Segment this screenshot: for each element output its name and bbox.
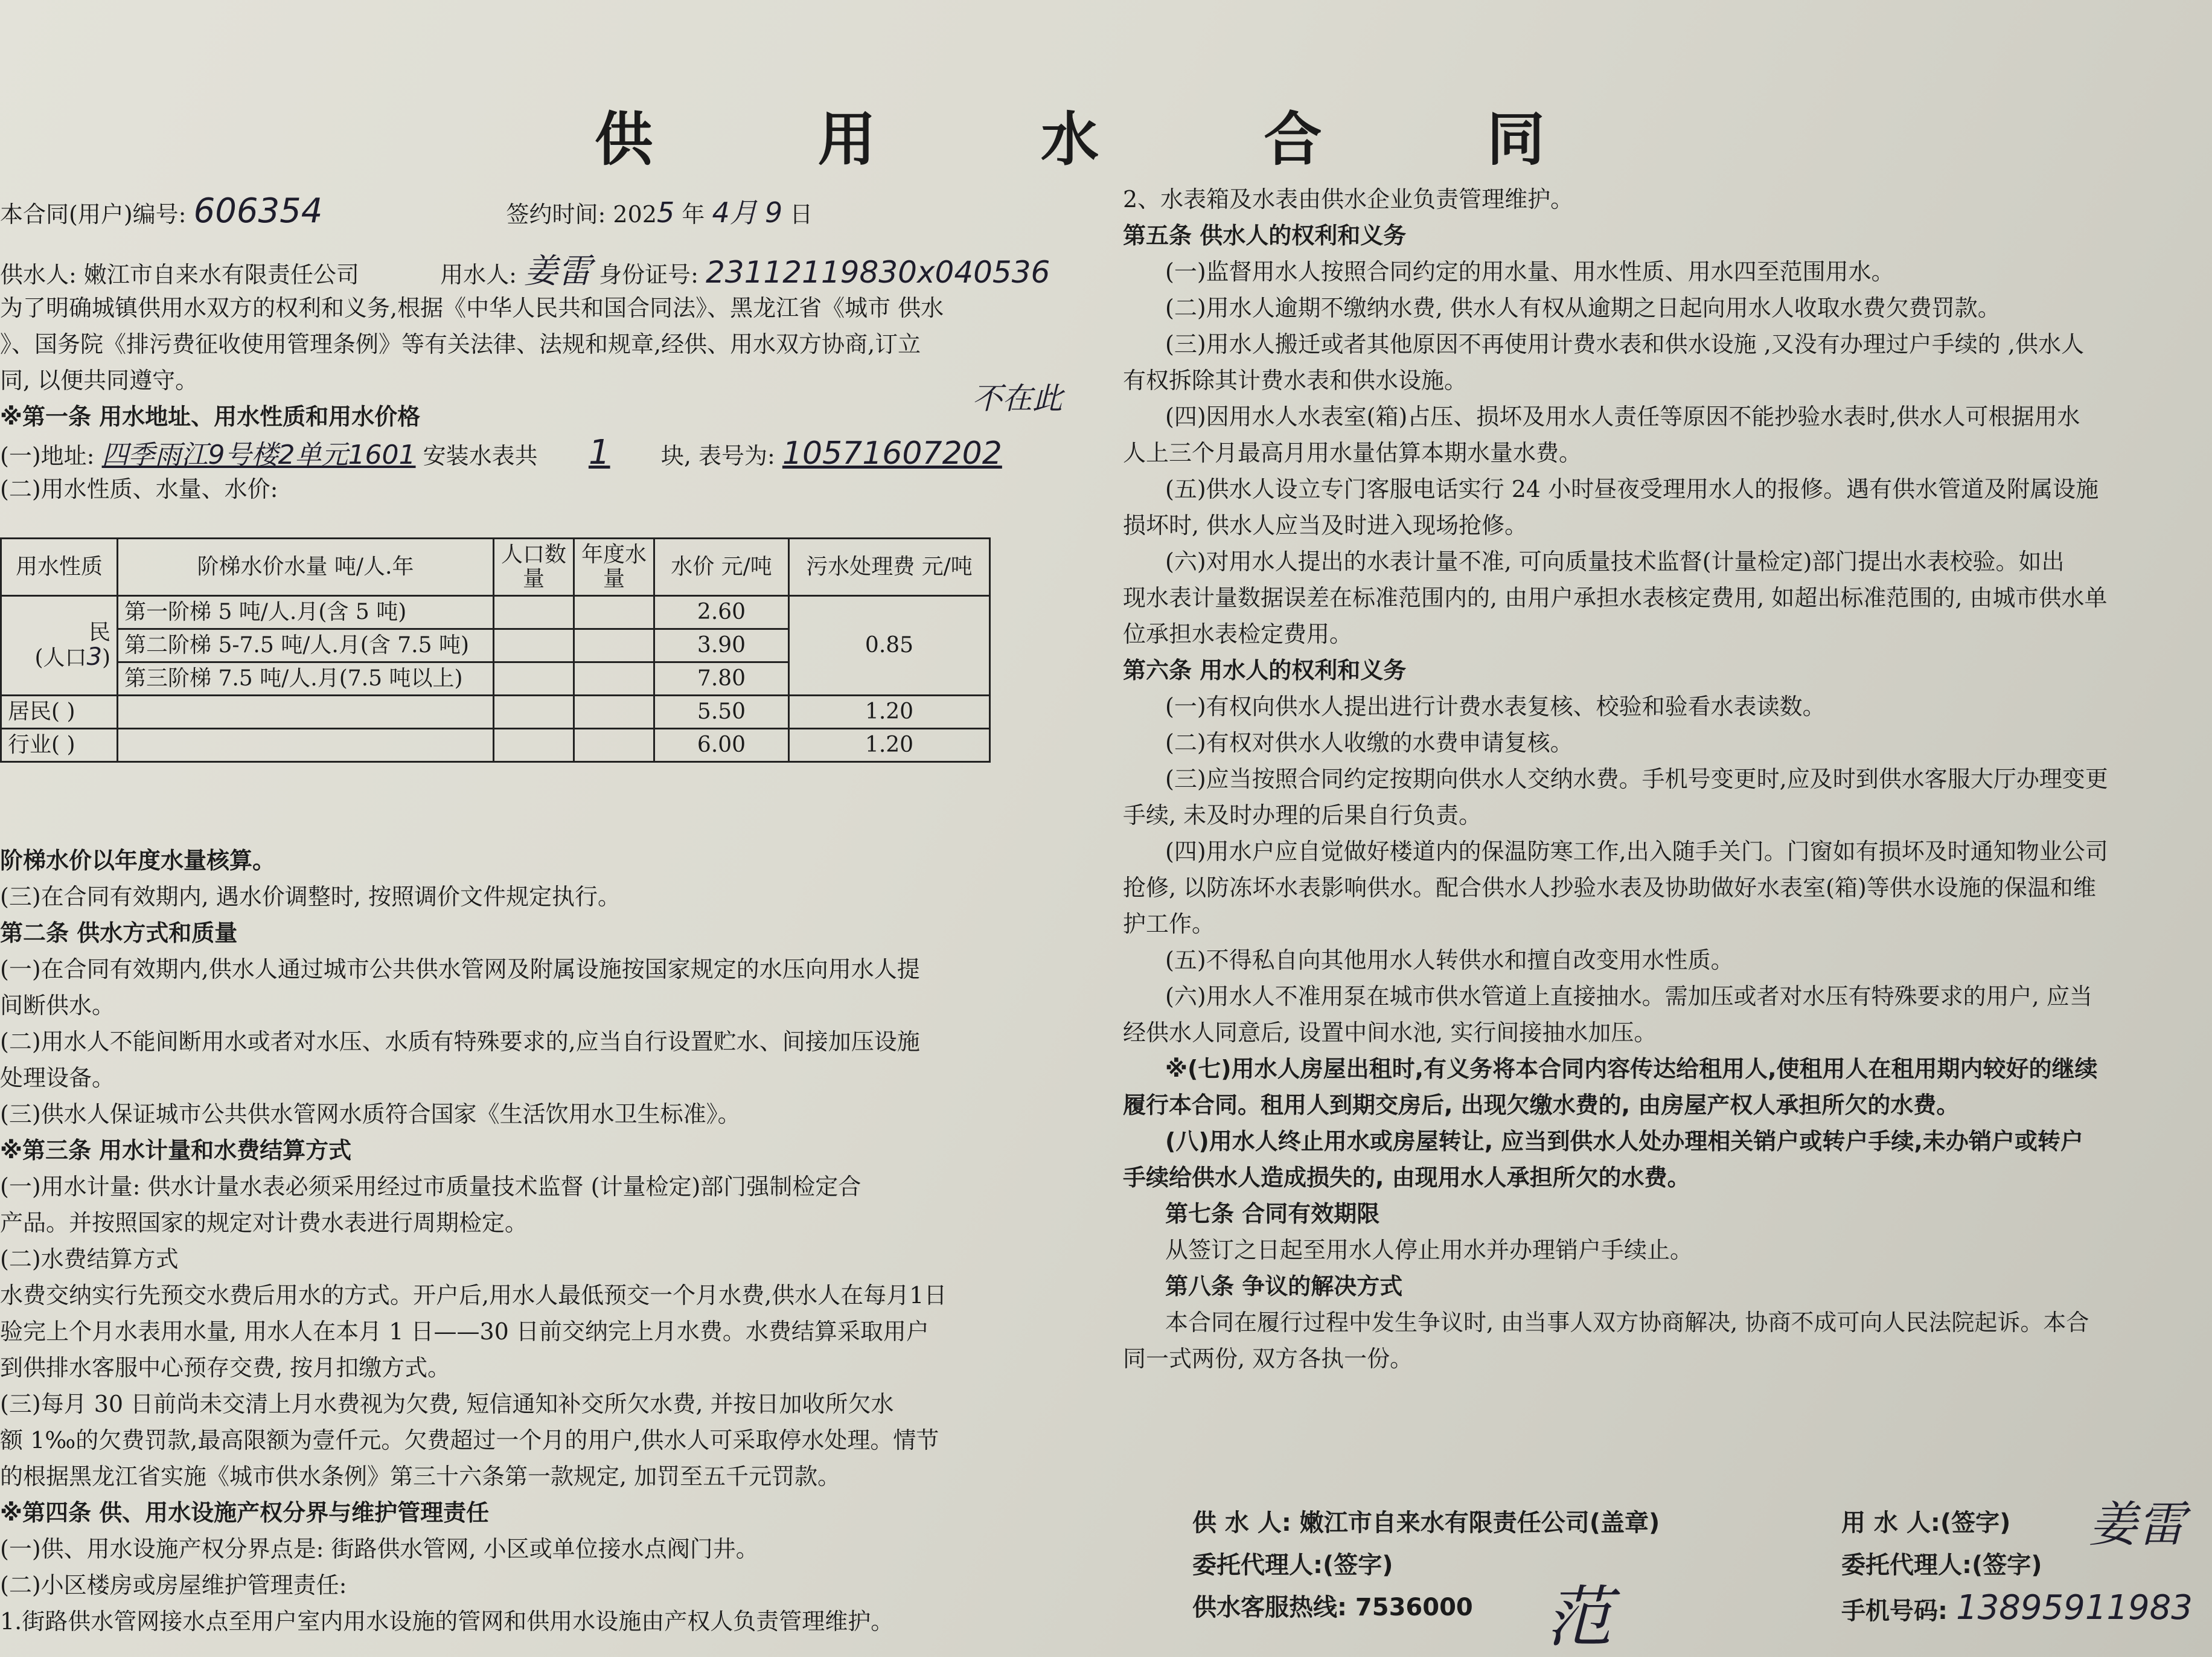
table-row bbox=[1, 729, 990, 762]
right-text-line: 履行本合同。租用人到期交房后, 出现欠缴水费的, 由房屋产权人承担所欠的水费。 bbox=[1123, 1092, 1960, 1118]
supplier-agent-line: 委托代理人:(签字) bbox=[1192, 1551, 1393, 1579]
right-text-line: (一)监督用水人按照合同约定的用水量、用水性质、用水四至范围用水。 bbox=[1165, 258, 1894, 285]
left-text-line: 验完上个月水表用水量, 用水人在本月 1 日——30 日前交纳完上月水费。水费结算采取用户 bbox=[0, 1318, 929, 1345]
population-cell bbox=[494, 629, 574, 662]
right-text-line: 从签订之日起至用水人停止用水并办理销户手续止。 bbox=[1165, 1237, 1693, 1263]
right-text-line: 经供水人同意后, 设置中间水池, 实行间接抽水加压。 bbox=[1123, 1019, 1657, 1046]
table-row bbox=[1, 596, 990, 629]
right-text-line: 第五条 供水人的权利和义务 bbox=[1123, 222, 1407, 249]
contract-title: 供 用 水 合 同 bbox=[595, 105, 1617, 173]
right-text-line: (五)供水人设立专门客服电话实行 24 小时昼夜受理用水人的报修。遇有供水管道及附属设施 bbox=[1165, 476, 2099, 502]
address-value: 四季雨江9号楼2单元1601 bbox=[101, 440, 416, 470]
agent-handwritten-signature: 范 bbox=[1546, 1578, 1612, 1656]
left-text-line: 1.街路供水管网接水点至用户室内用水设施的管网和供用水设施由产权人负责管理维护。 bbox=[0, 1608, 894, 1635]
right-text-line: 第六条 用水人的权利和义务 bbox=[1123, 657, 1407, 684]
left-column bbox=[0, 191, 1050, 507]
right-text-line: 位承担水表检定费用。 bbox=[1123, 621, 1353, 647]
preamble-line-2: 》、国务院《排污费征收使用管理条例》等有关法律、法规和规章,经供、用水双方协商,订立 bbox=[0, 331, 921, 357]
tier-sewage-fee: 0.85 bbox=[789, 596, 990, 696]
right-text-line: ※(七)用水人房屋出租时,有义务将本合同内容传达给租用人,使租用人在租用期内较好的继续 bbox=[1165, 1056, 2098, 1082]
user-handwritten-signature: 姜雷 bbox=[2089, 1496, 2185, 1553]
header-cell: 污水处理费 元/吨 bbox=[789, 539, 990, 596]
tier-cell bbox=[118, 729, 494, 762]
parties-row bbox=[0, 252, 1050, 291]
right-text-line: (六)用水人不准用泵在城市供水管道上直接抽水。需加压或者对水压有特殊要求的用户, 应当 bbox=[1165, 983, 2092, 1010]
article-1-heading: ※第一条 用水地址、用水性质和用水价格 bbox=[0, 403, 421, 430]
resident-population bbox=[8, 645, 110, 670]
margin-note: 不在此 bbox=[972, 381, 1063, 416]
table-row bbox=[1, 696, 990, 729]
header-cell: 人口数量 bbox=[494, 539, 574, 596]
header-cell: 水价 元/吨 bbox=[654, 539, 789, 596]
tier-name: 第二阶梯 5-7.5 吨/人.月(含 7.5 吨) bbox=[118, 629, 494, 662]
tier-price: 7.80 bbox=[654, 662, 789, 696]
right-text-line: (五)不得私自向其他用水人转供水和擅自改变用水性质。 bbox=[1165, 947, 1734, 973]
sign-date-day-unit: 日 bbox=[790, 201, 813, 228]
annual-volume-cell bbox=[574, 596, 654, 629]
water-rate-table bbox=[0, 537, 991, 763]
user-signature-line: 用 水 人:(签字) bbox=[1841, 1509, 2011, 1537]
user-agent-line: 委托代理人:(签字) bbox=[1841, 1551, 2042, 1579]
sign-date-year-unit: 年 bbox=[682, 201, 705, 228]
phone-line bbox=[1841, 1588, 2193, 1627]
tier-name: 第一阶梯 5 吨/人.月(含 5 吨) bbox=[118, 596, 494, 629]
left-text-line: (一)用水计量: 供水计量水表必须采用经过市质量技术监督 (计量检定)部门强制检定合 bbox=[0, 1173, 861, 1200]
contract-number-row bbox=[0, 193, 1038, 229]
meter-number-value: 10571607202 bbox=[782, 435, 1002, 472]
right-text-line: 第八条 争议的解决方式 bbox=[1165, 1273, 1403, 1300]
tier-name: 第三阶梯 7.5 吨/人.月(7.5 吨以上) bbox=[118, 662, 494, 696]
address-label: (一)地址: bbox=[0, 443, 95, 469]
category-sewage-fee: 1.20 bbox=[789, 729, 990, 762]
right-text-line: (六)对用水人提出的水表计量不准, 可向质量技术监督(计量检定)部门提出水表校验。如出 bbox=[1165, 548, 2065, 575]
left-text-line: (三)每月 30 日前尚未交清上月水费视为欠费, 短信通知补交所欠水费, 并按日加收所欠水 bbox=[0, 1391, 894, 1417]
right-text-line: 手续, 未及时办理的后果自行负责。 bbox=[1123, 802, 1482, 828]
contract-number-label: 本合同(用户)编号: bbox=[0, 201, 187, 228]
right-text-line: 2、水表箱及水表由供水企业负责管理维护。 bbox=[1123, 186, 1574, 213]
rate-intro: (二)用水性质、水量、水价: bbox=[0, 476, 278, 502]
left-text-line: 额 1‰的欠费罚款,最高限额为壹仟元。欠费超过一个月的用户,供水人可采取停水处理。情节 bbox=[0, 1427, 939, 1453]
category-name: 居民( ) bbox=[1, 696, 118, 729]
left-text-line: (二)用水人不能间断用水或者对水压、水质有特殊要求的,应当自行设置贮水、间接加压设施 bbox=[0, 1028, 920, 1055]
sign-date-label: 签约时间: 202 bbox=[506, 201, 657, 228]
sign-date-month: 4月 bbox=[712, 196, 758, 229]
right-text-line: (八)用水人终止用水或房屋转让, 应当到供水人处办理相关销户或转户手续,未办销户或转户 bbox=[1165, 1128, 2083, 1155]
header-cell: 用水性质 bbox=[1, 539, 118, 596]
meter-number-label: 块, 表号为: bbox=[660, 443, 775, 469]
population-cell bbox=[494, 596, 574, 629]
left-text-line: (二)水费结算方式 bbox=[0, 1246, 179, 1272]
contract-number-value: 606354 bbox=[193, 191, 323, 231]
left-text-line: (一)在合同有效期内,供水人通过城市公共供水管网及附属设施按国家规定的水压向用水人提 bbox=[0, 956, 920, 982]
population-suffix: ) bbox=[101, 646, 110, 670]
supplier-signature-line: 供 水 人: 嫩江市自来水有限责任公司(盖章) bbox=[1192, 1509, 1660, 1537]
left-text-line: (三)在合同有效期内, 遇水价调整时, 按照调价文件规定执行。 bbox=[0, 883, 621, 910]
meter-count-label: 安装水表共 bbox=[423, 443, 538, 469]
population-prefix: (人口 bbox=[34, 646, 87, 670]
annual-volume-cell bbox=[574, 729, 654, 762]
left-text-line: 的根据黑龙江省实施《城市供水条例》第三十六条第一款规定, 加罚至五千元罚款。 bbox=[0, 1463, 841, 1490]
right-text-line: 抢修, 以防冻坏水表影响供水。配合供水人抄验水表及协助做好水表室(箱)等供水设施的保温和维 bbox=[1123, 874, 2096, 901]
category-name: 行业( ) bbox=[1, 729, 118, 762]
user-label: 用水人: bbox=[440, 261, 517, 288]
left-text-line: (三)供水人保证城市公共供水管网水质符合国家《生活饮用水卫生标准》。 bbox=[0, 1101, 741, 1127]
right-text-line: 有权拆除其计费水表和供水设施。 bbox=[1123, 367, 1468, 394]
sign-date-year: 5 bbox=[656, 196, 675, 229]
left-text-line: 阶梯水价以年度水量核算。 bbox=[0, 847, 276, 874]
category-price: 5.50 bbox=[654, 696, 789, 729]
right-text-line: 护工作。 bbox=[1123, 911, 1215, 937]
left-text-line: 间断供水。 bbox=[0, 992, 115, 1019]
left-text-line: (一)供、用水设施产权分界点是: 街路供水管网, 小区或单位接水点阀门井。 bbox=[0, 1536, 759, 1562]
right-text-line: 人上三个月最高月用水量估算本期水量水费。 bbox=[1123, 440, 1582, 466]
right-text-line: 本合同在履行过程中发生争议时, 由当事人双方协商解决, 协商不成可向人民法院起诉。本合 bbox=[1165, 1309, 2089, 1336]
tier-cell bbox=[118, 696, 494, 729]
category-price: 6.00 bbox=[654, 729, 789, 762]
left-text-line: 处理设备。 bbox=[0, 1065, 115, 1091]
user-name-handwritten: 姜雷 bbox=[523, 252, 592, 291]
left-text-line: 第二条 供水方式和质量 bbox=[0, 920, 238, 946]
header-cell: 阶梯水价水量 吨/人.年 bbox=[118, 539, 494, 596]
population-cell bbox=[494, 662, 574, 696]
right-text-line: (二)用水人逾期不缴纳水费, 供水人有权从逾期之日起向用水人收取水费欠费罚款。 bbox=[1165, 295, 2001, 321]
id-label: 身份证号: bbox=[599, 261, 698, 288]
preamble-line-1: 为了明确城镇供用水双方的权利和义务,根据《中华人民共和国合同法》、黑龙江省《城市 供水 bbox=[0, 295, 944, 321]
population-cell bbox=[494, 729, 574, 762]
right-text-line: (四)因用水人水表室(箱)占压、损坏及用水人责任等原因不能抄验水表时,供水人可根据用水 bbox=[1165, 403, 2080, 430]
preamble-line-3: 同, 以便共同遵守。 bbox=[0, 367, 199, 394]
phone-number-handwritten: 13895911983 bbox=[1955, 1588, 2193, 1627]
right-text-line: 手续给供水人造成损失的, 由现用水人承担所欠的水费。 bbox=[1123, 1164, 1690, 1191]
right-text-line: (三)应当按照合同约定按期向供水人交纳水费。手机号变更时,应及时到供水客服大厅办理变更 bbox=[1165, 766, 2108, 792]
sign-date-day: 9 bbox=[764, 196, 783, 229]
annual-volume-cell bbox=[574, 662, 654, 696]
left-text-line: ※第四条 供、用水设施产权分界与维护管理责任 bbox=[0, 1499, 490, 1526]
right-text-line: (四)用水户应自觉做好楼道内的保温防寒工作,出入随手关门。门窗如有损坏及时通知物业公司 bbox=[1165, 838, 2108, 865]
meter-count-value: 1 bbox=[588, 433, 610, 472]
tier-price: 2.60 bbox=[654, 596, 789, 629]
left-body bbox=[0, 842, 1063, 1639]
resident-label: 民 bbox=[88, 620, 110, 645]
annual-volume-cell bbox=[574, 629, 654, 662]
right-column bbox=[1123, 181, 2212, 1377]
annual-volume-cell bbox=[574, 696, 654, 729]
right-text-line: (二)有权对供水人收缴的水费申请复核。 bbox=[1165, 729, 1573, 756]
right-text-line: (一)有权向供水人提出进行计费水表复核、校验和验看水表读数。 bbox=[1165, 693, 1826, 720]
id-number-handwritten: 23112119830x040536 bbox=[705, 255, 1050, 290]
right-text-line: 损坏时, 供水人应当及时进入现场抢修。 bbox=[1123, 512, 1528, 539]
supplier-label: 供水人: 嫩江市自来水有限责任公司 bbox=[0, 261, 359, 288]
population-value: 3 bbox=[86, 643, 102, 671]
header-cell: 年度水量 bbox=[574, 539, 654, 596]
right-text-line: (三)用水人搬迁或者其他原因不再使用计费水表和供水设施 ,又没有办理过户手续的 ,供水人 bbox=[1165, 331, 2084, 357]
right-text-line: 现水表计量数据误差在标准范围内的, 由用户承担水表核定费用, 如超出标准范围的, 由城市供水单 bbox=[1123, 585, 2108, 611]
category-sewage-fee: 1.20 bbox=[789, 696, 990, 729]
population-cell bbox=[494, 696, 574, 729]
phone-label: 手机号码: bbox=[1841, 1597, 1948, 1625]
left-text-line: ※第三条 用水计量和水费结算方式 bbox=[0, 1137, 352, 1164]
rate-table-header bbox=[1, 539, 990, 596]
left-text-line: (二)小区楼房或房屋维护管理责任: bbox=[0, 1572, 347, 1598]
address-row bbox=[0, 435, 1038, 471]
resident-type-cell bbox=[1, 596, 118, 696]
tier-price: 3.90 bbox=[654, 629, 789, 662]
left-text-line: 到供排水客服中心预存交费, 按月扣缴方式。 bbox=[0, 1354, 451, 1381]
right-text-line: 同一式两份, 双方各执一份。 bbox=[1123, 1345, 1413, 1372]
left-text-line: 水费交纳实行先预交水费后用水的方式。开户后,用水人最低预交一个月水费,供水人在每月1日 bbox=[0, 1282, 947, 1309]
hotline-line: 供水客服热线: 7536000 bbox=[1192, 1594, 1473, 1621]
left-text-line: 产品。并按照国家的规定对计费水表进行周期检定。 bbox=[0, 1210, 528, 1236]
right-text-line: 第七条 合同有效期限 bbox=[1165, 1200, 1380, 1227]
